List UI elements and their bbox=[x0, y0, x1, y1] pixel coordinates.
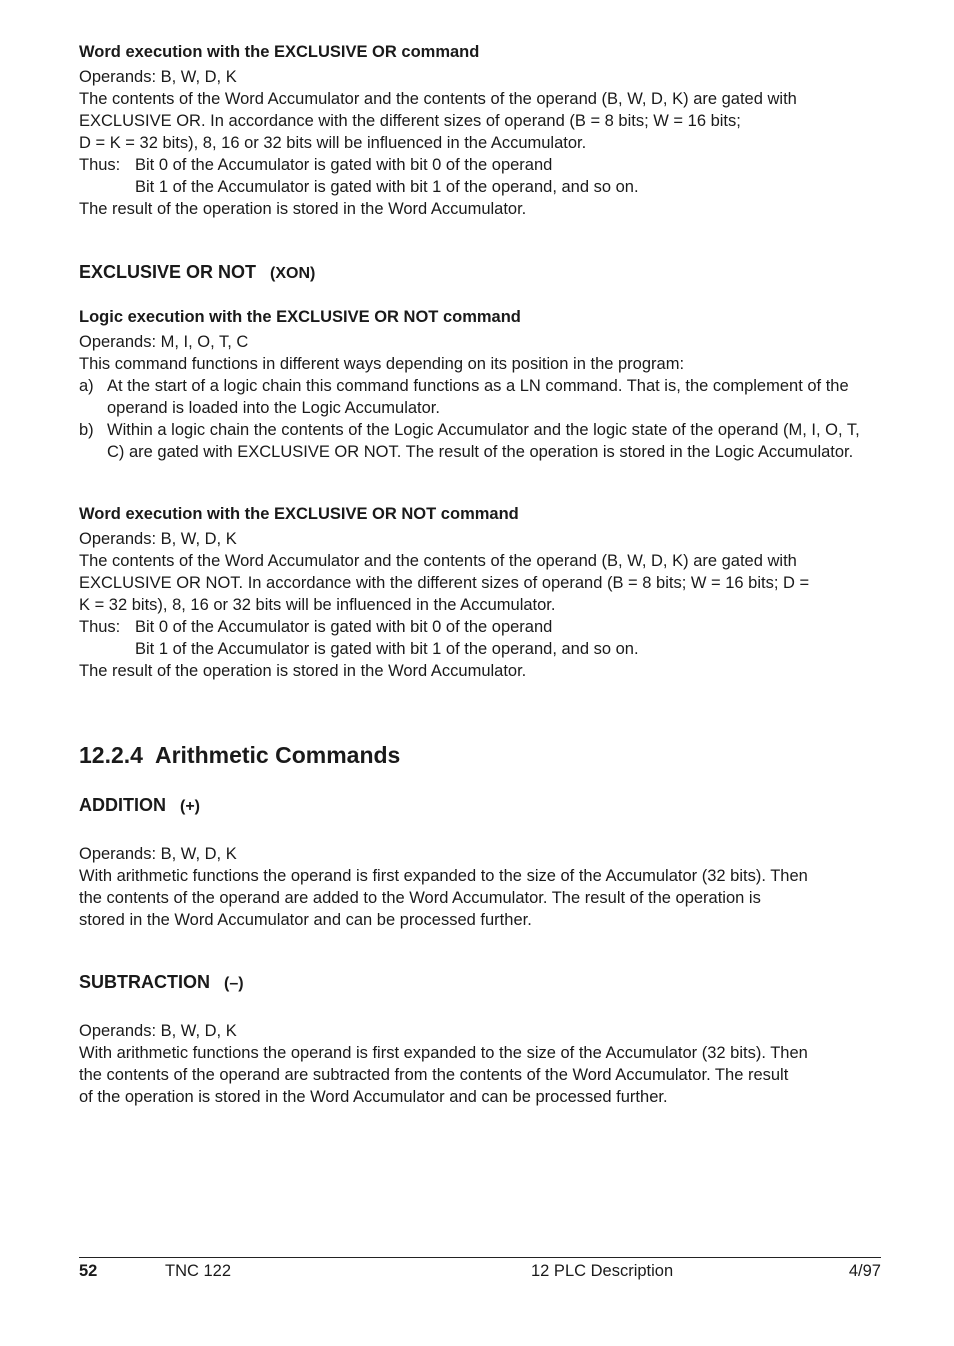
operands-text: Operands: B, W, D, K bbox=[79, 845, 237, 863]
paragraph-line: EXCLUSIVE OR NOT. In accordance with the different sizes of operand (B = 8 bits; W = 16 bits; D = bbox=[79, 574, 810, 592]
page-footer bbox=[79, 1257, 881, 1288]
heading-text: EXCLUSIVE OR NOT bbox=[79, 262, 257, 282]
list-text: Within a logic chain the contents of the Logic Accumulator and the logic state of the operand (M, I, O, T, C) are gated with EXCLUSIVE OR NOT. The result of the operation is stored in the Logic Accumulator. bbox=[107, 421, 860, 461]
thus-block bbox=[79, 616, 881, 638]
section-number: 12.2.4 bbox=[79, 742, 143, 768]
section-title-arithmetic bbox=[79, 740, 400, 770]
thus-label: Thus: bbox=[79, 618, 121, 636]
list-text: At the start of a logic chain this command functions as a LN command. That is, the complement of the operand is loaded into the Logic Accumulator. bbox=[107, 377, 849, 417]
paragraph-line: K = 32 bits), 8, 16 or 32 bits will be influenced in the Accumulator. bbox=[79, 596, 556, 614]
paragraph-line: the contents of the operand are subtracted from the contents of the Word Accumulator. The result bbox=[79, 1066, 789, 1084]
operands-text: Operands: B, W, D, K bbox=[79, 1022, 237, 1040]
paragraph-line: of the operation is stored in the Word Accumulator and can be processed further. bbox=[79, 1088, 668, 1106]
subheading: Word execution with the EXCLUSIVE OR NOT command bbox=[79, 505, 519, 523]
operands-text: Operands: M, I, O, T, C bbox=[79, 333, 249, 351]
footer-chapter: 12 PLC Description bbox=[531, 1262, 674, 1280]
heading-operator: (+) bbox=[180, 798, 200, 815]
paragraph-line: D = K = 32 bits), 8, 16 or 32 bits will be influenced in the Accumulator. bbox=[79, 134, 587, 152]
paragraph-line: The contents of the Word Accumulator and the contents of the operand (B, W, D, K) are gated with bbox=[79, 552, 797, 570]
list-marker: a) bbox=[79, 377, 94, 395]
section-heading-subtraction bbox=[79, 970, 244, 996]
subheading: Word execution with the EXCLUSIVE OR command bbox=[79, 43, 480, 61]
thus-label: Thus: bbox=[79, 156, 121, 174]
result-text: The result of the operation is stored in the Word Accumulator. bbox=[79, 200, 527, 218]
footer-date: 4/97 bbox=[848, 1262, 881, 1280]
operands-text: Operands: B, W, D, K bbox=[79, 530, 237, 548]
paragraph-line: The contents of the Word Accumulator and the contents of the operand (B, W, D, K) are gated with bbox=[79, 90, 797, 108]
paragraph-line: EXCLUSIVE OR. In accordance with the different sizes of operand (B = 8 bits; W = 16 bits; bbox=[79, 112, 741, 130]
thus-line: Bit 0 of the Accumulator is gated with bit 0 of the operand bbox=[135, 618, 553, 636]
heading-text: SUBTRACTION bbox=[79, 972, 210, 992]
footer-model: TNC 122 bbox=[165, 1262, 232, 1280]
thus-line: Bit 0 of the Accumulator is gated with bit 0 of the operand bbox=[135, 156, 553, 174]
list-marker: b) bbox=[79, 421, 94, 439]
page-number: 52 bbox=[79, 1262, 98, 1280]
list-item bbox=[79, 419, 881, 463]
thus-line: Bit 1 of the Accumulator is gated with bit 1 of the operand, and so on. bbox=[135, 640, 639, 658]
paragraph-line: With arithmetic functions the operand is first expanded to the size of the Accumulator (32 bits). Then bbox=[79, 867, 808, 885]
paragraph-line: This command functions in different ways depending on its position in the program: bbox=[79, 355, 685, 373]
paragraph-line: With arithmetic functions the operand is first expanded to the size of the Accumulator (32 bits). Then bbox=[79, 1044, 808, 1062]
heading-operator: (–) bbox=[224, 975, 244, 992]
paragraph-line: the contents of the operand are added to the Word Accumulator. The result of the operation is bbox=[79, 889, 761, 907]
section-heading-addition bbox=[79, 793, 200, 819]
thus-line: Bit 1 of the Accumulator is gated with bit 1 of the operand, and so on. bbox=[135, 178, 639, 196]
thus-block bbox=[79, 154, 881, 176]
section-title-text: Arithmetic Commands bbox=[154, 742, 401, 768]
subheading: Logic execution with the EXCLUSIVE OR NOT command bbox=[79, 308, 521, 326]
heading-operator: (XON) bbox=[270, 265, 316, 282]
operands-text: Operands: B, W, D, K bbox=[79, 68, 237, 86]
result-text: The result of the operation is stored in the Word Accumulator. bbox=[79, 662, 527, 680]
heading-text: ADDITION bbox=[79, 795, 166, 815]
list-item bbox=[79, 375, 881, 419]
section-heading-xon bbox=[79, 260, 315, 286]
paragraph-line: stored in the Word Accumulator and can be processed further. bbox=[79, 911, 532, 929]
